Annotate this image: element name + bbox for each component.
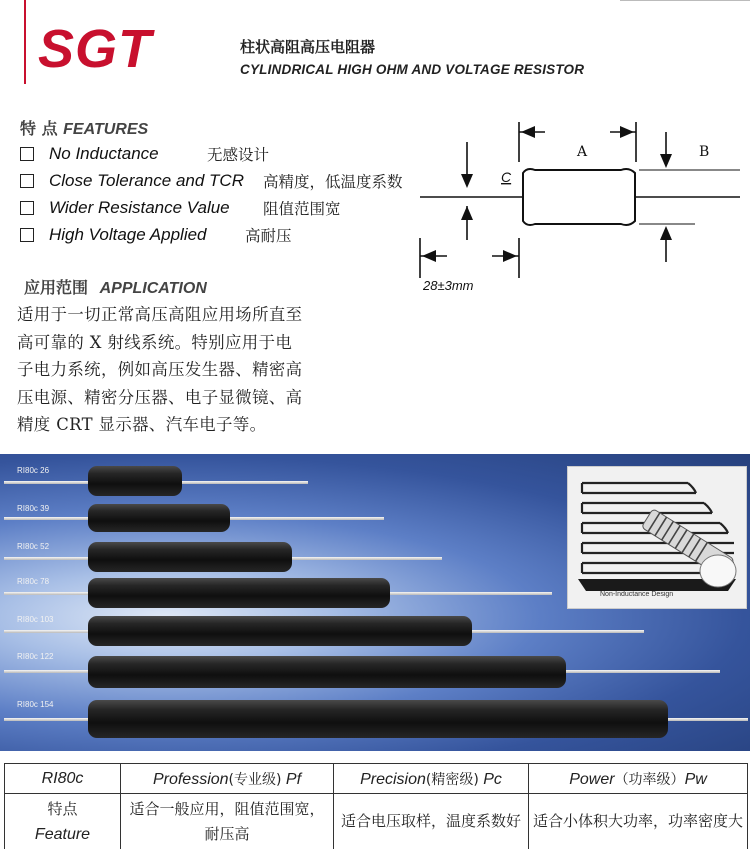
- application-line: 高可靠的 X 射线系统。特别应用于电: [17, 332, 293, 352]
- model-label: RI80c 103: [17, 615, 54, 624]
- top-divider: [620, 0, 750, 1]
- header-cn: (精密级): [425, 771, 479, 788]
- application-line: 精度 CRT 显示器、汽车电子等。: [17, 415, 267, 434]
- resistor-body: [88, 466, 182, 496]
- table-row: [5, 794, 748, 849]
- feature-label-cn: 高耐压: [245, 226, 292, 245]
- table-header-cell: [334, 764, 529, 794]
- non-inductance-inset: [567, 466, 747, 609]
- resistor-body: [88, 542, 292, 572]
- feature-label-cn: 无感设计: [207, 145, 270, 164]
- feature-label-cn: 阻值范围宽: [263, 199, 341, 218]
- resistor-body: [523, 169, 635, 225]
- checkbox-icon: [20, 228, 34, 242]
- header-cn: （功率级）: [614, 771, 685, 788]
- model-label: RI80c 39: [17, 504, 50, 513]
- features-list: [20, 140, 440, 248]
- dimension-diagram: [395, 110, 740, 300]
- application-heading-en: APPLICATION: [99, 280, 207, 297]
- header-suffix: Pw: [684, 770, 707, 788]
- feature-label-en: Close Tolerance and TCR: [49, 170, 244, 190]
- serpentine-pattern-illustration: [568, 467, 746, 608]
- model-label: RI80c 154: [17, 700, 54, 709]
- application-line: 适用于一切正常高压高阻应用场所直至: [17, 305, 303, 324]
- application-description: [17, 301, 347, 439]
- product-title-en: CYLINDRICAL HIGH OHM AND VOLTAGE RESISTOR: [240, 62, 585, 77]
- feature-item: [20, 167, 440, 194]
- features-heading: [20, 116, 148, 139]
- feature-label-en: No Inductance: [49, 143, 159, 163]
- header-en: Precision: [360, 770, 426, 788]
- application-line: 压电源、精密分压器、电子显微镜、高: [17, 387, 303, 407]
- feature-item: [20, 221, 440, 248]
- feature-item: [20, 140, 440, 167]
- header-suffix: Pc: [478, 770, 502, 788]
- table-cell: 适合小体积大功率，功率密度大: [529, 794, 748, 849]
- application-heading-cn: 应用范围: [24, 278, 89, 297]
- application-heading: [24, 275, 207, 298]
- header-cn: (专业级): [228, 771, 282, 788]
- model-label: RI80c 122: [17, 652, 54, 661]
- table-header-cell: [529, 764, 748, 794]
- feature-item: [20, 194, 440, 221]
- logo-accent-bar: [24, 0, 26, 84]
- checkbox-icon: [20, 147, 34, 161]
- resistor-body: [88, 616, 472, 646]
- table-header-cell: [121, 764, 334, 794]
- arrow-icon: [660, 226, 672, 240]
- checkbox-icon: [20, 174, 34, 188]
- arrow-icon: [461, 174, 473, 188]
- features-heading-cn: 特 点: [20, 119, 58, 138]
- table-header-cell: [5, 764, 121, 794]
- inset-caption: Non-Inductance Design: [600, 591, 674, 598]
- features-heading-en: FEATURES: [63, 121, 149, 138]
- row-label-en: Feature: [34, 825, 91, 843]
- dim-label-b: B: [699, 144, 710, 160]
- header-en: Power: [569, 770, 615, 788]
- arrow-icon: [521, 126, 535, 138]
- row-label-cn: 特点: [47, 799, 78, 818]
- resistor-body: [88, 578, 390, 608]
- resistor-body: [88, 700, 668, 738]
- table-cell: 适合电压取样，温度系数好: [334, 794, 529, 849]
- dim-label-lead: 28±3mm: [423, 278, 474, 293]
- application-line: 子电力系统，例如高压发生器、精密高: [17, 360, 303, 379]
- spec-table: [4, 763, 748, 849]
- feature-label-en: Wider Resistance Value: [49, 197, 230, 217]
- table-header-row: [5, 764, 748, 794]
- arrow-icon: [461, 206, 473, 220]
- table-cell: 适合一般应用，阻值范围宽，耐压高: [121, 794, 334, 849]
- product-photo: [0, 454, 750, 751]
- dim-label-c: C: [501, 169, 512, 185]
- header-en: Profession: [152, 770, 229, 788]
- arrow-icon: [422, 250, 436, 262]
- row-label-cell: [5, 794, 121, 849]
- resistor-body: [88, 656, 566, 688]
- model-label: RI80c 78: [17, 577, 50, 586]
- header-suffix: Pf: [281, 770, 302, 788]
- arrow-icon: [660, 154, 672, 168]
- model-label: RI80c 52: [17, 542, 50, 551]
- model-label: RI80c 26: [17, 466, 50, 475]
- checkbox-icon: [20, 201, 34, 215]
- resistor-body: [88, 504, 230, 532]
- product-title-cn: 柱状高阻高压电阻器: [240, 38, 376, 56]
- feature-label-en: High Voltage Applied: [49, 224, 207, 244]
- dim-label-a: A: [577, 144, 588, 160]
- brand-logo: SGT: [38, 19, 153, 79]
- header-en: RI80c: [41, 769, 84, 787]
- arrow-icon: [503, 250, 517, 262]
- feature-label-cn: 高精度，低温度系数: [263, 172, 403, 191]
- arrow-icon: [620, 126, 634, 138]
